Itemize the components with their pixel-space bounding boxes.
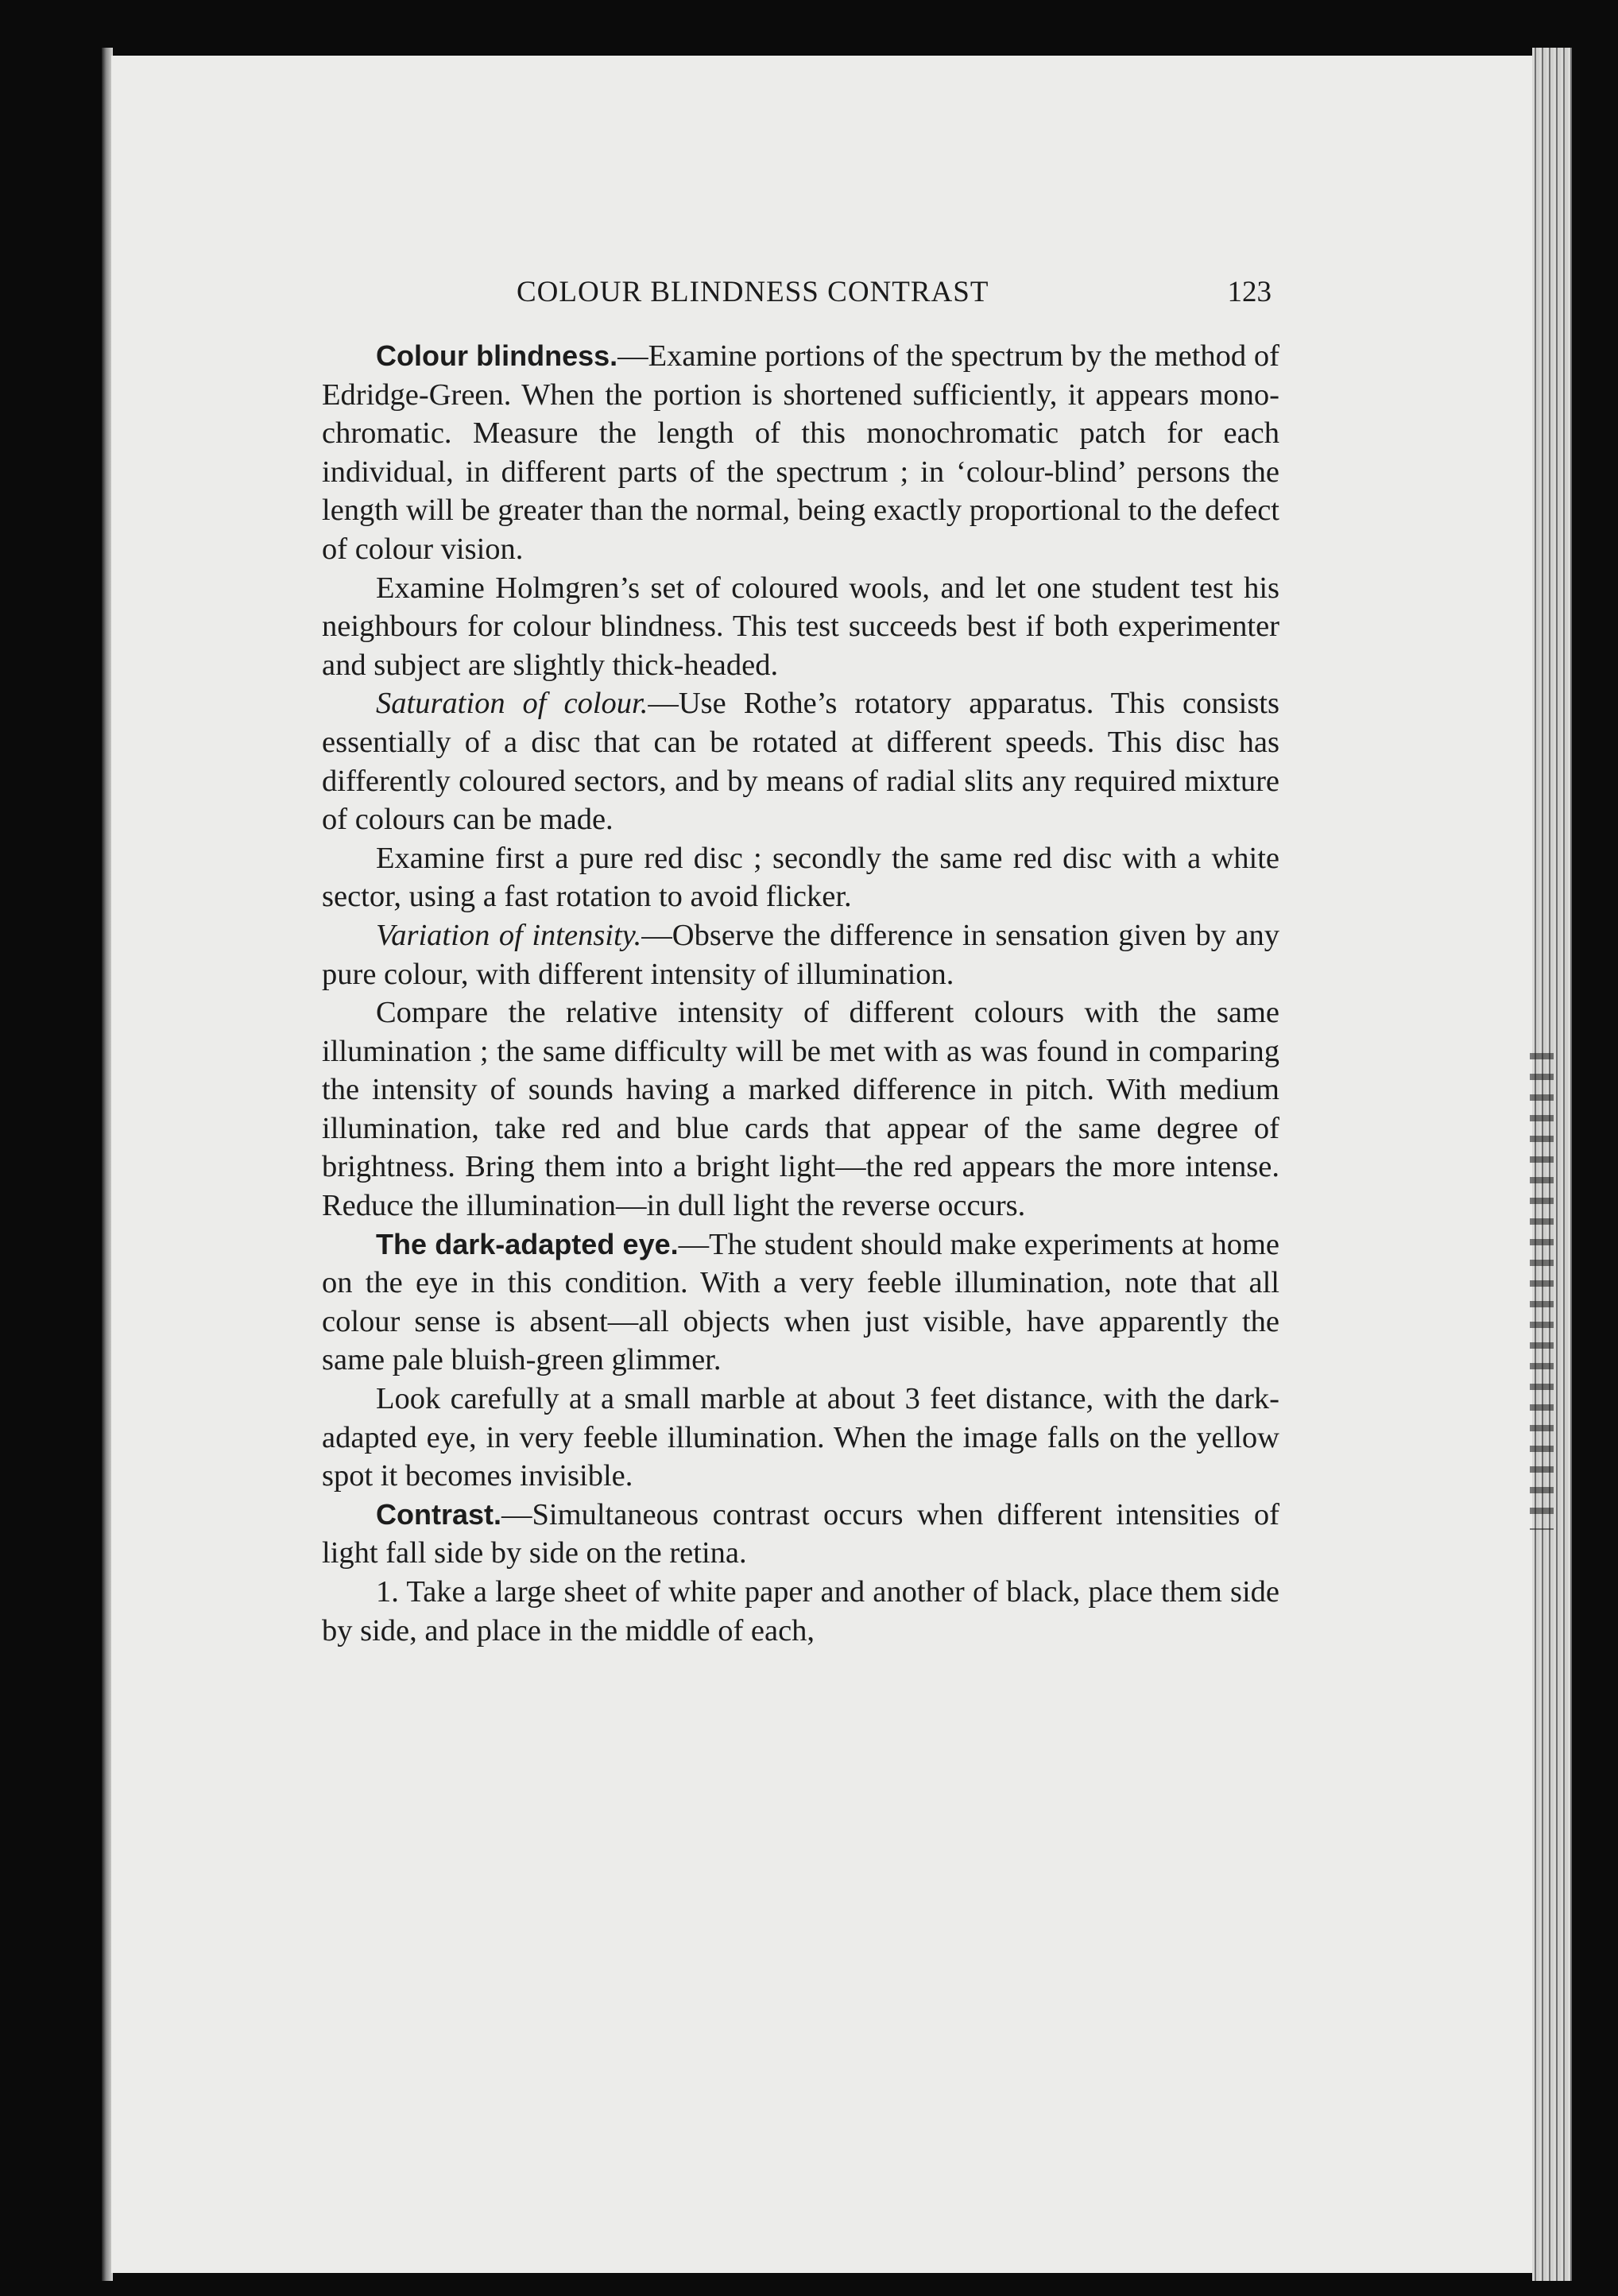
paragraph-text: Examine Holmgren’s set of coloured wools, and let one student test his neighbours for colour blindness. This test succeeds best if both experimenter and subject are slightly thick-headed. [322, 571, 1279, 682]
paragraph [322, 1380, 1279, 1496]
paragraph-text: —The student should make experiments at home on the eye in this condition. With a very feeble illumination, note that all colour sense is absent—all objects when just visible, have apparently the same pale bluish-green glimmer. [322, 1227, 1279, 1377]
paragraph-text: —Observe the difference in sensation given by any pure colour, with different intensity of illumination. [322, 918, 1279, 991]
section-heading: Colour blindness. [376, 339, 618, 372]
page-edge-marks [1530, 1053, 1554, 1530]
paragraph-text: Compare the relative intensity of different colours with the same illumination ; the same difficulty will be met with as was found in comparing the intensity of sounds having a marked difference in pitch. With medium illumination, take red and blue cards that appear of the same degree of brightness. Bring them into a bright light—the red appears the more intense. Reduce the illumination—in dull light the reverse occurs. [322, 996, 1279, 1223]
body-text [322, 337, 1279, 1650]
paragraph-text: —Simultaneous contrast occurs when different intensities of light fall side by side on the retina. [322, 1497, 1279, 1570]
paragraph-text: Examine first a pure red disc ; secondly the same red disc with a white sector, using a fast rotation to avoid flicker. [322, 841, 1279, 914]
page-header [322, 269, 1279, 316]
paragraph-text: —Use Rothe’s rotatory apparatus. This consists essentially of a disc that can be rotated at different speeds. This disc has differently coloured sectors, and by means of radial slits any required mixture of colours can be made. [322, 687, 1279, 837]
running-head: COLOUR BLINDNESS CONTRAST [517, 276, 989, 308]
paragraph [322, 993, 1279, 1225]
italic-subheading: Saturation of colour. [376, 687, 648, 721]
paragraph-text: 1. Take a large sheet of white paper and another of black, place them side by side, and place in the middle of each, [322, 1575, 1279, 1647]
paragraph [322, 1496, 1279, 1573]
paragraph [322, 1573, 1279, 1650]
section-heading: Contrast. [376, 1497, 502, 1531]
paragraph [322, 1225, 1279, 1380]
paragraph [322, 569, 1279, 685]
paragraph [322, 684, 1279, 838]
section-heading: The dark-adapted eye. [376, 1227, 679, 1260]
paragraph-text: Look carefully at a small marble at about 3 feet distance, with the dark-adapted eye, in very feeble illumination. When the image falls on the yellow spot it becomes invisible. [322, 1382, 1279, 1493]
italic-subheading: Variation of intensity. [376, 918, 642, 952]
paragraph [322, 337, 1279, 569]
paragraph [322, 839, 1279, 916]
paragraph-text: —Examine portions of the spectrum by the method of Edridge-Green. When the portion is shortened sufficiently, it appears mono-chromatic. Measure the length of this monochromatic patch for each individual, in different parts of the spectrum ; in ‘colour-blind’ persons the length will be greater than the normal, being exactly proportional to the defect of colour vision. [322, 339, 1279, 566]
paragraph [322, 916, 1279, 993]
page-number: 123 [1227, 276, 1272, 308]
